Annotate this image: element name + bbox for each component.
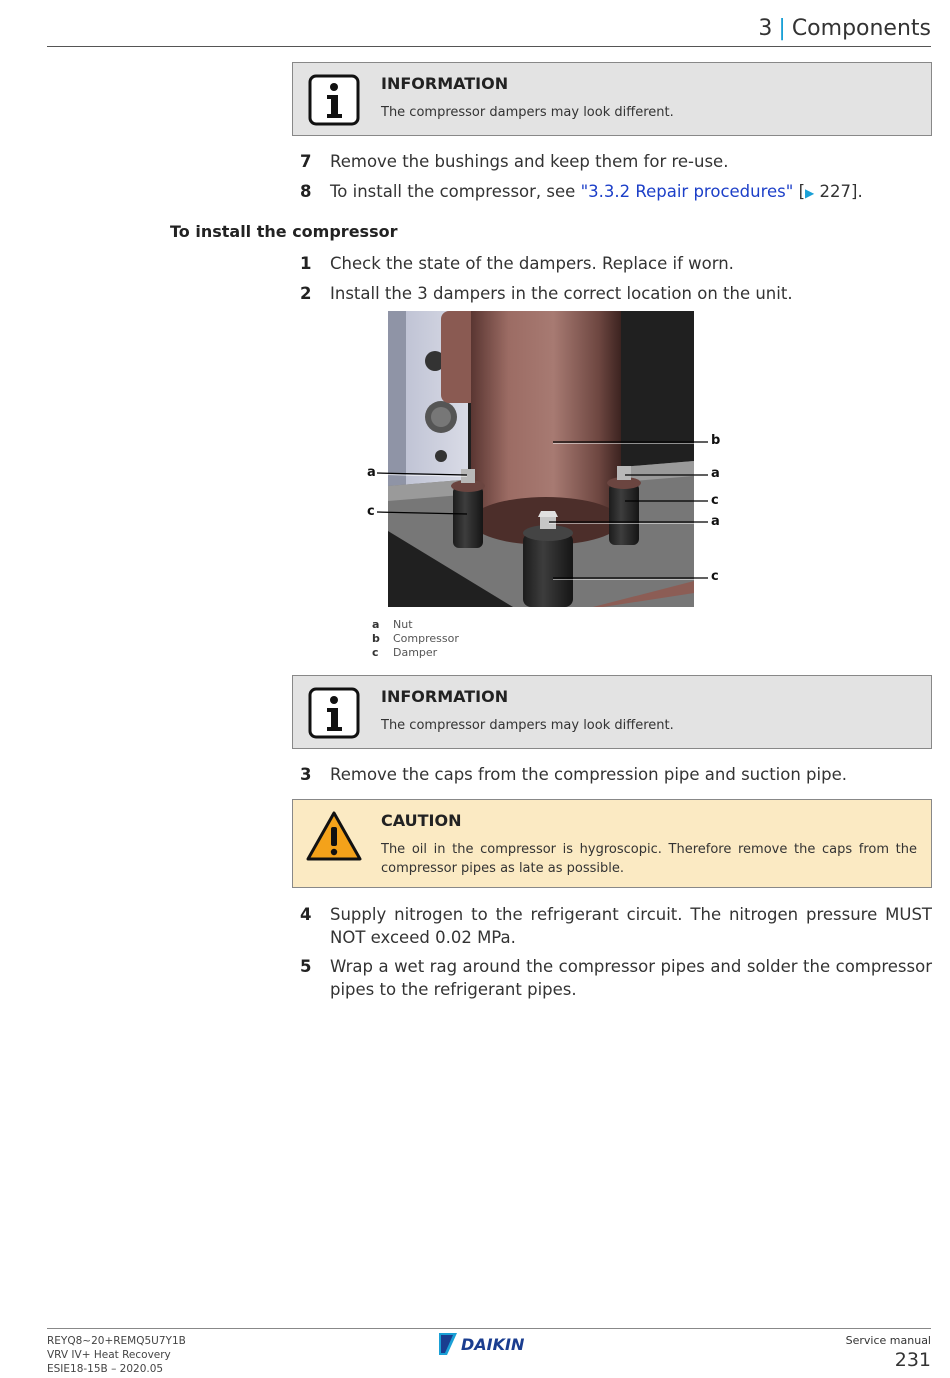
callout-b: b (711, 433, 721, 448)
chapter-title: Components (791, 16, 931, 41)
step-text: Install the 3 dampers in the correct location on the unit. (330, 284, 793, 303)
callout-c-left: c (367, 504, 375, 519)
footer-document-info (47, 1334, 186, 1376)
caution-title: CAUTION (381, 811, 462, 830)
callout-a-front: a (711, 514, 720, 529)
step-number: 1 (300, 254, 312, 273)
callout-a-left: a (367, 465, 376, 480)
step-text: Remove the caps from the compression pipe and suction pipe. (330, 765, 847, 784)
step-number: 4 (300, 905, 312, 924)
legend-label: Compressor (393, 632, 459, 645)
page-ref-arrow-icon: ▶ (805, 186, 815, 200)
step-text: Wrap a wet rag around the compressor pipes and solder the compressor pipes to the refrigerant pipes. (330, 957, 932, 999)
footer-divider (47, 1328, 931, 1329)
footer-doc-id: ESIE18-15B – 2020.05 (47, 1363, 164, 1375)
step-text (330, 180, 932, 205)
caution-box (292, 799, 932, 888)
page-number: 231 (894, 1349, 931, 1371)
legend-key: c (372, 646, 379, 659)
callout-c-right: c (711, 493, 719, 508)
step-number: 8 (300, 182, 312, 201)
page-reference[interactable]: 227 (814, 182, 852, 201)
compressor-damper-figure (363, 311, 723, 607)
information-box (292, 675, 932, 749)
warning-icon (305, 810, 363, 862)
step-text: Remove the bushings and keep them for re-use. (330, 152, 729, 171)
footer-model: REYQ8~20+REMQ5U7Y1B (47, 1335, 186, 1347)
legend-label: Damper (393, 646, 438, 659)
info-text: The compressor dampers may look different. (381, 718, 674, 733)
daikin-logo (439, 1333, 539, 1355)
info-icon (308, 687, 360, 739)
compressor-illustration (363, 311, 723, 607)
page-header (47, 14, 931, 47)
chapter-heading (758, 16, 931, 41)
info-text: The compressor dampers may look different. (381, 105, 674, 120)
legend-label: Nut (393, 618, 413, 631)
footer-manual-type: Service manual (845, 1334, 931, 1347)
repair-procedures-link[interactable]: "3.3.2 Repair procedures" (580, 182, 794, 201)
info-title: INFORMATION (381, 687, 509, 706)
daikin-logo-text: DAIKIN (461, 1335, 525, 1354)
step-text: Supply nitrogen to the refrigerant circuit. The nitrogen pressure MUST NOT exceed 0.02 MPa. (330, 905, 932, 947)
section-subheading: To install the compressor (170, 222, 398, 241)
step-text-prefix: To install the compressor, see (330, 182, 581, 201)
figure-legend (372, 618, 459, 660)
bracket-close: ]. (851, 182, 863, 201)
legend-key: b (372, 632, 380, 645)
step-number: 7 (300, 152, 312, 171)
step-number: 5 (300, 957, 312, 976)
bracket-open: [ (793, 182, 806, 201)
info-icon (308, 74, 360, 126)
chapter-separator: | (778, 16, 786, 41)
footer-series: VRV IV+ Heat Recovery (47, 1349, 171, 1361)
callout-c-front: c (711, 569, 719, 584)
callout-a-right: a (711, 466, 720, 481)
legend-key: a (372, 618, 380, 631)
caution-text: The oil in the compressor is hygroscopic. Therefore remove the caps from the compressor pipes as late as possible. (381, 842, 917, 876)
info-title: INFORMATION (381, 74, 509, 93)
chapter-number: 3 (758, 16, 773, 41)
step-number: 2 (300, 284, 312, 303)
legend-row (372, 632, 459, 646)
information-box (292, 62, 932, 136)
footer-page-info (846, 1334, 931, 1371)
step-number: 3 (300, 765, 312, 784)
legend-row (372, 646, 459, 660)
step-text: Check the state of the dampers. Replace if worn. (330, 254, 734, 273)
legend-row (372, 618, 459, 632)
